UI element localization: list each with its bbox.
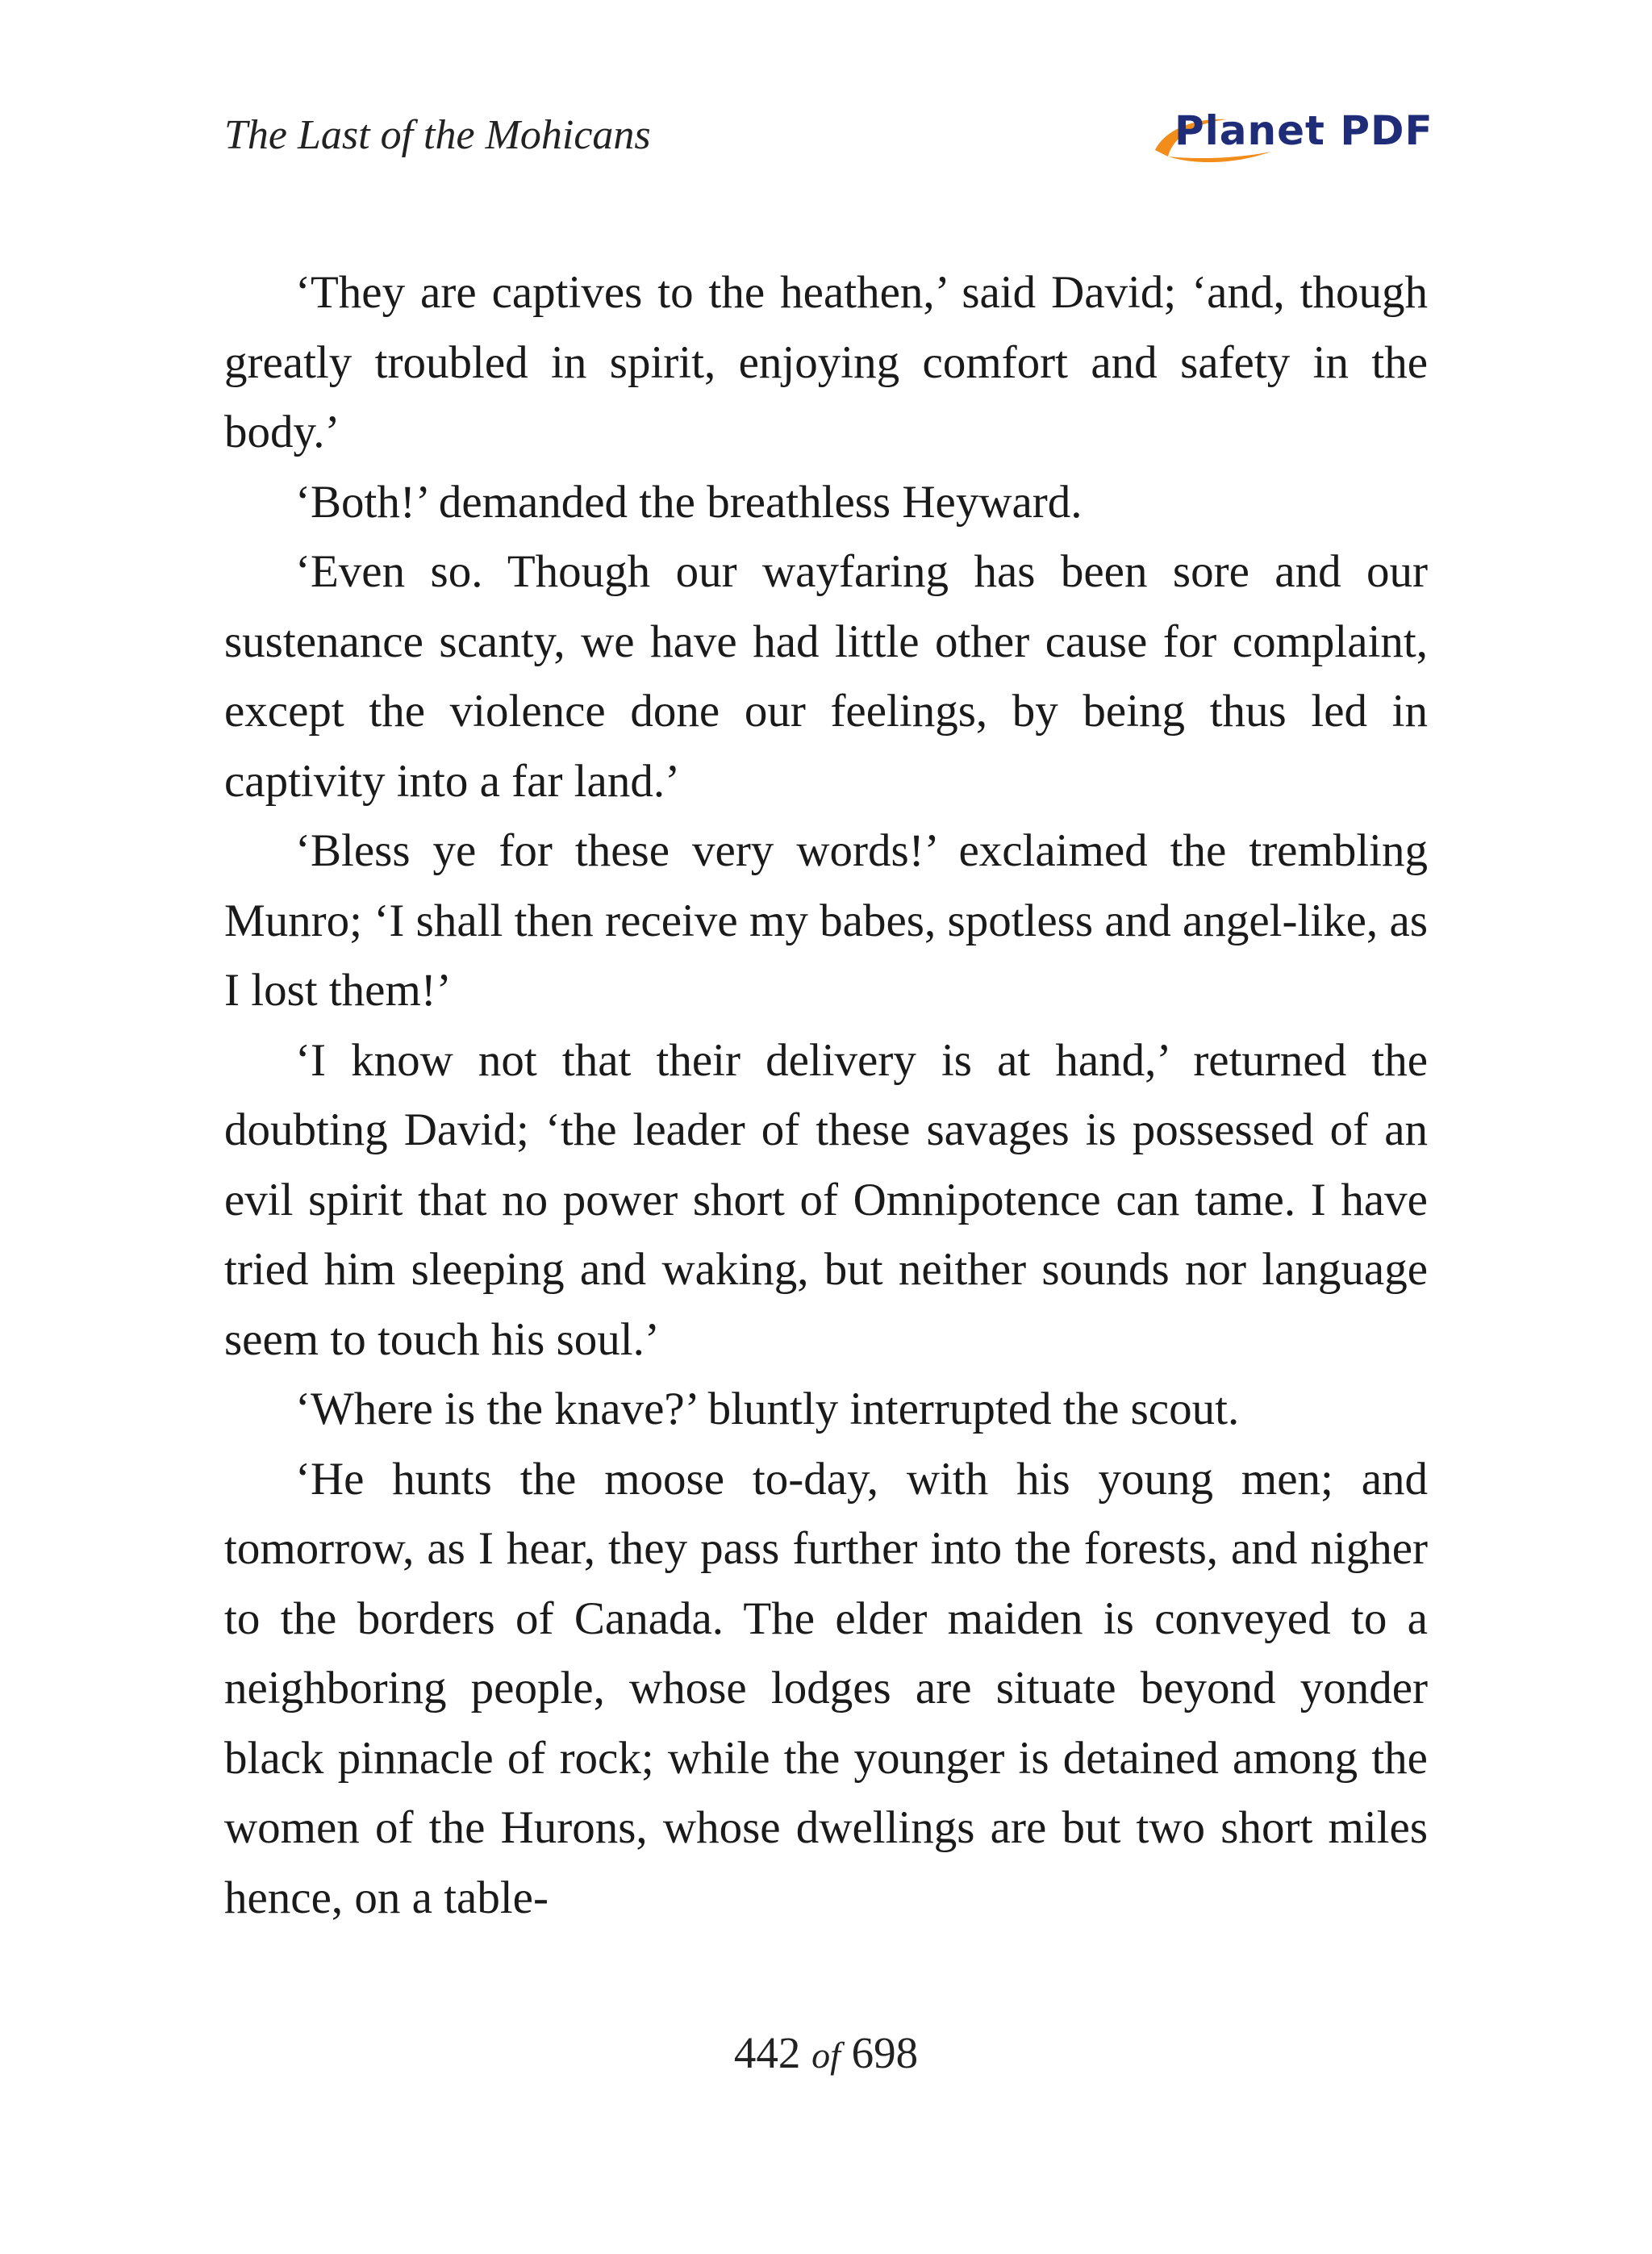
page-header [224, 103, 1433, 176]
planet-pdf-logo [1150, 103, 1433, 168]
paragraph: ‘Both!’ demanded the breathless Heyward. [295, 476, 1083, 528]
paragraph: ‘He hunts the moose to-day, with his young men; and tomorrow, as I hear, they pass further into the forests, and nigher to the borders of Canada. The elder maiden is conveyed to a neighboring people, whose lodges are situate beyond yonder black pinnacle of rock; while the younger is detained among the women of the Hurons, whose dwellings are but two short miles hence, on a table- [224, 1453, 1428, 1923]
book-title: The Last of the Mohicans [224, 112, 651, 158]
total-pages: 698 [851, 2028, 919, 2077]
page-number: 442 [733, 2028, 801, 2077]
paragraph: ‘Bless ye for these very words!’ exclaimed the trembling Munro; ‘I shall then receive my babes, spotless and angel-like, as I lost them!’ [224, 825, 1428, 1016]
paragraph: ‘Even so. Though our wayfaring has been sore and our sustenance scanty, we have had little other cause for complaint, except the violence done our feelings, by being thus led in captivity into a far land.’ [224, 546, 1428, 807]
paragraph: ‘They are captives to the heathen,’ said David; ‘and, though greatly troubled in spirit, enjoying comfort and safety in the body.’ [224, 267, 1428, 457]
paragraph: ‘I know not that their delivery is at hand,’ returned the doubting David; ‘the leader of these savages is possessed of an evil spirit that no power short of Omnipotence can tame. I have tried him sleeping and waking, but neither sounds nor language seem to touch his soul.’ [224, 1034, 1428, 1365]
page-body [224, 258, 1428, 1933]
logo-text: Planet PDF [1174, 107, 1433, 154]
paragraph: ‘Where is the knave?’ bluntly interrupted the scout. [295, 1384, 1240, 1434]
of-label: of [811, 2035, 841, 2076]
page-footer [0, 2025, 1652, 2084]
